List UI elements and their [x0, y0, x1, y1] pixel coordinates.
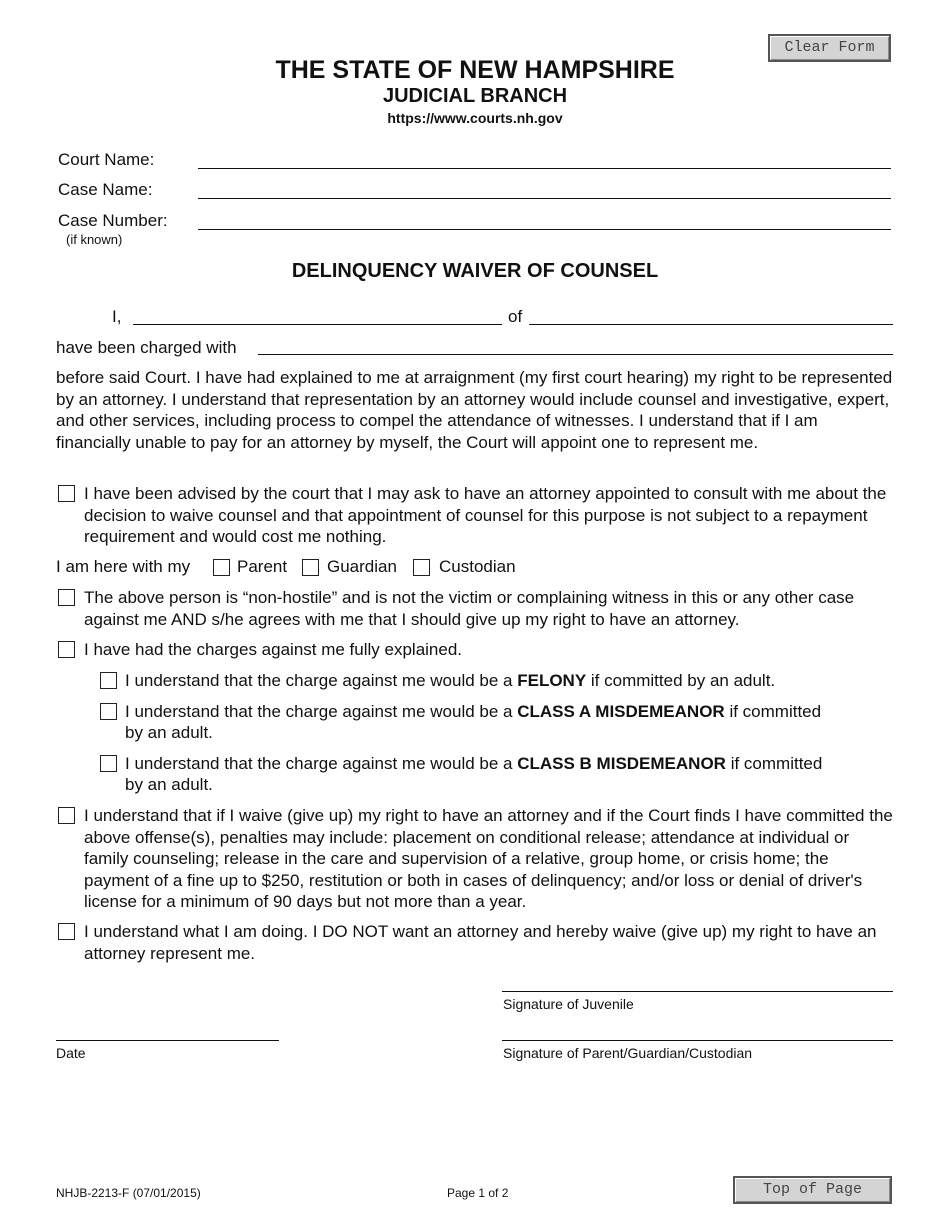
advised-checkbox[interactable] — [58, 485, 75, 502]
court-name-label: Court Name: — [58, 150, 155, 169]
juvenile-signature-label: Signature of Juvenile — [503, 996, 634, 1012]
state-heading: THE STATE OF NEW HAMPSHIRE — [275, 56, 675, 84]
waive-checkbox[interactable] — [58, 923, 75, 940]
top-of-page-button[interactable]: Top of Page — [733, 1176, 892, 1204]
court-url: https://www.courts.nh.gov — [387, 110, 563, 126]
clear-form-button[interactable]: Clear Form — [768, 34, 891, 62]
court-name-line — [198, 168, 891, 169]
charged-with-label: have been charged with — [56, 338, 237, 357]
charge-input[interactable] — [258, 334, 894, 354]
here-with-label: I am here with my — [56, 557, 191, 576]
non-hostile-text: The above person is “non-hostile” and is not the victim or complaining witness in this or any other case against me AND s/he agrees with me that I should give up my right to have an attorney. — [84, 588, 855, 629]
advised-text: I have been advised by the court that I may ask to have an attorney appointed to consult with me about the decision to waive counsel and that appointment of counsel for this purpose is not subject to a repayment requirement and would cost me nothing. — [84, 484, 887, 546]
guardian-checkbox[interactable] — [302, 559, 319, 576]
custodian-label: Custodian — [439, 557, 516, 576]
charges-explained-text: I have had the charges against me fully explained. — [84, 640, 463, 659]
case-name-line — [198, 198, 891, 199]
date-label: Date — [56, 1045, 86, 1061]
class-b-label: CLASS B MISDEMEANOR — [517, 754, 726, 773]
parent-checkbox[interactable] — [213, 559, 230, 576]
parent-signature-label: Signature of Parent/Guardian/Custodian — [503, 1045, 753, 1061]
case-number-label: Case Number: — [58, 211, 168, 230]
class-a-text — [125, 701, 895, 723]
felony-prefix: I understand that the charge against me would be a — [125, 671, 513, 690]
of-label: of — [508, 307, 523, 326]
felony-checkbox[interactable] — [100, 672, 117, 689]
parent-label: Parent — [237, 557, 288, 576]
i-label: I, — [112, 307, 122, 326]
class-b-checkbox[interactable] — [100, 755, 117, 772]
court-name-input[interactable] — [198, 148, 892, 168]
case-number-input[interactable] — [198, 208, 892, 228]
class-b-by-adult: by an adult. — [125, 775, 213, 794]
juvenile-name-input[interactable] — [133, 304, 503, 324]
form-id: NHJB-2213-F (07/01/2015) — [56, 1186, 201, 1200]
class-a-suffix: if committed — [729, 702, 822, 721]
class-b-prefix: I understand that the charge against me would be a — [125, 754, 513, 773]
juvenile-name-line — [133, 324, 502, 325]
felony-suffix: if committed by an adult. — [590, 671, 776, 690]
page-number: Page 1 of 2 — [447, 1186, 509, 1200]
address-line — [529, 324, 893, 325]
parent-signature-line[interactable] — [502, 1040, 893, 1041]
class-a-label: CLASS A MISDEMEANOR — [517, 702, 725, 721]
class-b-text — [125, 753, 895, 775]
charge-line — [258, 354, 893, 355]
address-input[interactable] — [529, 304, 895, 324]
form-title: DELINQUENCY WAIVER OF COUNSEL — [291, 260, 659, 282]
felony-text — [125, 670, 895, 692]
class-b-suffix: if committed — [730, 754, 823, 773]
waive-text: I understand what I am doing. I DO NOT want an attorney and hereby waive (give up) my right to have an attorney represent me. — [84, 922, 877, 963]
if-known-note: (if known) — [66, 232, 123, 247]
class-a-by-adult: by an adult. — [125, 723, 213, 742]
case-name-label: Case Name: — [58, 180, 153, 199]
class-a-checkbox[interactable] — [100, 703, 117, 720]
case-name-input[interactable] — [198, 178, 892, 198]
penalties-checkbox[interactable] — [58, 807, 75, 824]
date-line[interactable] — [56, 1040, 279, 1041]
juvenile-signature-line[interactable] — [502, 991, 893, 992]
felony-label: FELONY — [517, 671, 587, 690]
case-number-line — [198, 229, 891, 230]
branch-heading: JUDICIAL BRANCH — [382, 85, 568, 107]
custodian-checkbox[interactable] — [413, 559, 430, 576]
charges-explained-checkbox[interactable] — [58, 641, 75, 658]
non-hostile-checkbox[interactable] — [58, 589, 75, 606]
guardian-label: Guardian — [327, 557, 397, 576]
class-a-prefix: I understand that the charge against me would be a — [125, 702, 513, 721]
rights-paragraph: before said Court. I have had explained to me at arraignment (my first court hearing) my right to be represented by an attorney. I understand that representation by an attorney would include counsel and investigative, expert, and other services, including process to compel the attendance of witnesses. I understand that if I am financially unable to pay for an attorney by myself, the Court will appoint one to represent me. — [56, 368, 893, 452]
penalties-text: I understand that if I waive (give up) my right to have an attorney and if the Court finds I have committed the above offense(s), penalties may include: placement on conditional release; attendance at individual or family counseling; release in the care and supervision of a relative, group home, or crisis home; the payment of a fine up to $250, restitution or both in cases of delinquency; and/or loss or denial of driver's license for a minimum of 90 days but not more than a year. — [84, 806, 893, 911]
